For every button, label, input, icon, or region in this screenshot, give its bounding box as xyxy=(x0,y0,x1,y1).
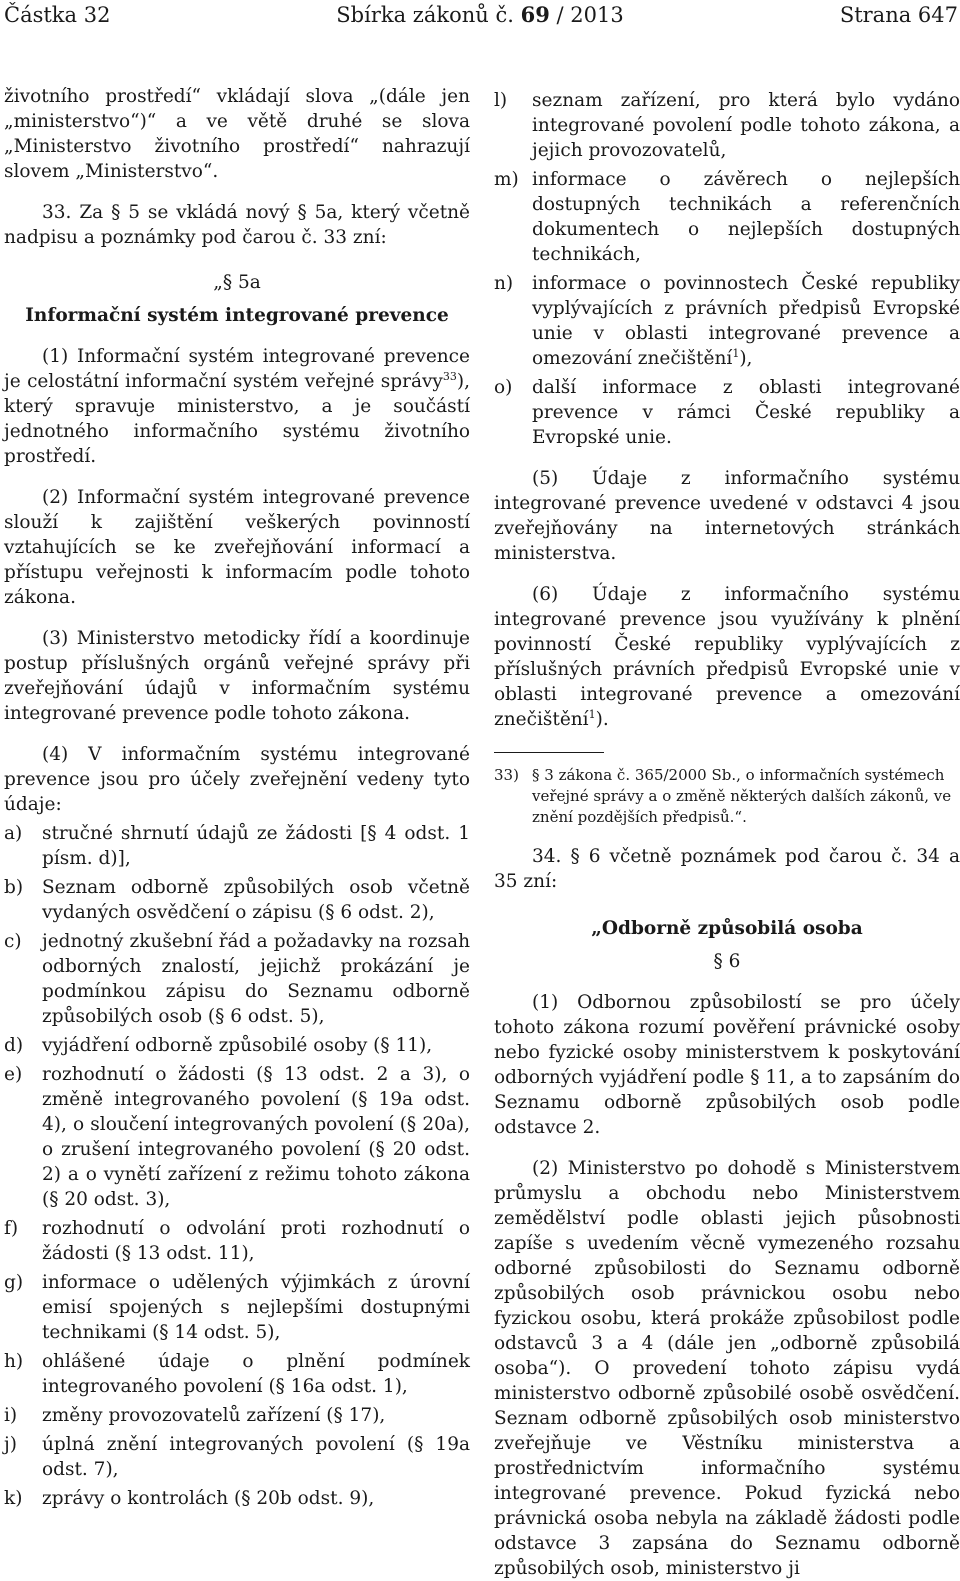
paragraph-5: (5) Údaje z informačního systému integrované prevence uvedené v odstavci 4 jsou zveřejňovány na internetových stránkách ministerstva. xyxy=(494,468,960,564)
list-item xyxy=(494,271,960,371)
list-item-label: h) xyxy=(4,1351,24,1372)
list-item xyxy=(4,1432,470,1482)
header-collection-title xyxy=(0,2,960,28)
list-item xyxy=(494,375,960,450)
header-part-number: Částka 32 xyxy=(4,3,111,27)
list-item-text: stručné shrnutí údajů ze žádosti [§ 4 odst. 1 písm. d)], xyxy=(42,823,470,869)
list-item-label: b) xyxy=(4,877,24,898)
left-column xyxy=(4,84,470,1511)
paragraph-1-text-a: (1) Informační systém integrované prevence je celostátní informační systém veřejné správy xyxy=(4,346,470,392)
footnote-text: § 3 zákona č. 365/2000 Sb., o informačních systémech veřejné správy a o změně některých dalších zákonů, ve znění pozdějších předpisů.“. xyxy=(532,766,952,826)
list-item-text-b: ), xyxy=(739,348,753,369)
header-page-number: Strana 647 xyxy=(839,3,958,27)
list-item xyxy=(4,1403,470,1428)
list-item xyxy=(4,1486,470,1511)
list-item-text: další informace z oblasti integrované prevence v rámci České republiky a Evropské unie. xyxy=(532,377,960,448)
list-item-label: a) xyxy=(4,823,23,844)
list-item-label: o) xyxy=(494,377,513,398)
list-item-label: k) xyxy=(4,1488,23,1509)
list-item xyxy=(494,88,960,163)
list-item-text: Seznam odborně způsobilých osob včetně vydaných osvědčení o zápisu (§ 6 odst. 2), xyxy=(42,877,470,923)
section-number: „§ 5a xyxy=(213,272,261,293)
paragraph-4: (4) V informačním systému integrované prevence jsou pro účely zveřejnění vedeny tyto údaje: xyxy=(4,744,470,815)
header-collection-prefix: Sbírka zákonů č. xyxy=(336,3,514,27)
paragraph-6 xyxy=(494,582,960,732)
list-item-text: rozhodnutí o žádosti (§ 13 odst. 2 a 3), o změně integrovaného povolení (§ 19a odst. 4), o sloučení integrovaných povolení (§ 20a), o zrušení integrovaného povolení (§ 20 odst. 2) a o vynětí zařízení z režimu tohoto zákona (§ 20 odst. 3), xyxy=(42,1064,470,1210)
data-item-list-continued xyxy=(494,88,960,450)
footnote-ref-1: 1 xyxy=(588,707,596,721)
data-item-list xyxy=(4,821,470,1511)
list-item-text: informace o udělených výjimkách z úrovní emisí spojených s nejlepšími dostupnými technikami (§ 14 odst. 5), xyxy=(42,1272,470,1343)
paragraph-2: (2) Informační systém integrované prevence slouží k zajištění veškerých povinností vztahujících se ke zveřejňování informací a přístupu veřejnosti k informacím podle tohoto zákona. xyxy=(4,487,470,608)
page-header xyxy=(0,0,960,34)
footnote-ref: 1 xyxy=(732,346,740,360)
paragraph-1 xyxy=(4,344,470,469)
list-item xyxy=(4,1062,470,1212)
section-6-paragraph-1: (1) Odbornou způsobilostí se pro účely tohoto zákona rozumí pověření právnické osoby nebo fyzické osoby ministerstvem k poskytování odborných vyjádření podle § 11, a to zapsáním do Seznamu odborně způsobilých osob podle odstavce 2. xyxy=(494,992,960,1138)
list-item xyxy=(4,875,470,925)
list-item-label: g) xyxy=(4,1272,24,1293)
amendment-33: 33. Za § 5 se vkládá nový § 5a, který včetně nadpisu a poznámky pod čarou č. 33 zní: xyxy=(4,202,470,248)
list-item xyxy=(4,1216,470,1266)
list-item-text: zprávy o kontrolách (§ 20b odst. 9), xyxy=(42,1488,375,1509)
list-item-label: e) xyxy=(4,1064,23,1085)
paragraph-3: (3) Ministerstvo metodicky řídí a koordinuje postup příslušných orgánů veřejné správy při zveřejňování údajů v informačním systému integrované prevence podle tohoto zákona. xyxy=(4,628,470,724)
paragraph-1-text-b: ), který spravuje ministerstvo, a je součástí jednotného informačního systému životního prostředí. xyxy=(4,371,470,467)
list-item-text xyxy=(532,271,960,371)
list-item-label: n) xyxy=(494,273,514,294)
section-title-6: „Odborně způsobilá osoba xyxy=(591,918,863,939)
list-item-text: rozhodnutí o odvolání proti rozhodnutí o žádosti (§ 13 odst. 11), xyxy=(42,1218,470,1264)
list-item-text: ohlášené údaje o plnění podmínek integrovaného povolení (§ 16a odst. 1), xyxy=(42,1351,470,1397)
list-item-label: d) xyxy=(4,1035,24,1056)
list-item xyxy=(4,821,470,871)
list-item-label: l) xyxy=(494,90,508,111)
right-column xyxy=(494,84,960,1581)
list-item xyxy=(4,1270,470,1345)
footnote-33 xyxy=(494,765,960,828)
list-item-text: jednotný zkušební řád a požadavky na rozsah odborných znalostí, jejichž prokázání je podmínkou zápisu do Seznamu odborně způsobilých osob (§ 6 odst. 5), xyxy=(42,931,470,1027)
header-year: / 2013 xyxy=(556,3,624,27)
list-item-label: j) xyxy=(4,1434,17,1455)
footnote-divider xyxy=(494,752,604,753)
list-item-text: informace o závěrech o nejlepších dostupných technikách a referenčních dokumentech o nejlepších dostupných technikách, xyxy=(532,169,960,265)
section-6-paragraph-2: (2) Ministerstvo po dohodě s Ministerstvem průmyslu a obchodu nebo Ministerstvem zemědělství podle oblasti jejich působnosti zapíše s uvedením věcně vymezeného rozsahu odborné způsobilosti do Seznamu odborně způsobilých osob právnickou osobu nebo fyzickou osobu, která prokáže způsobilost podle odstavců 3 a 4 (dále jen „odborně způsobilá osoba“). O provedení tohoto zápisu vydá ministerstvo odborně způsobilé osobě osvědčení. Seznam odborně způsobilých osob ministerstvo zveřejňuje ve Věstníku ministerstva a prostřednictvím informačního systému integrované prevence. Pokud fyzická nebo právnická osoba nebyla na základě žádosti podle odstavce 3 zapsána do Seznamu odborně způsobilých osob, ministerstvo ji xyxy=(494,1158,960,1579)
footnote-label: 33) xyxy=(494,766,519,784)
header-law-number: 69 xyxy=(520,2,550,27)
list-item-text-a: informace o povinnostech České republiky vyplývajících z právních předpisů Evropské unie v oblasti integrované prevence a omezování znečištění xyxy=(532,273,960,369)
paragraph-6-text-a: (6) Údaje z informačního systému integrované prevence jsou využívány k plnění povinností České republiky vyplývajících z příslušných právních předpisů Evropské unie v oblasti integrované prevence a omezování znečištění xyxy=(494,584,960,730)
section-number-6: § 6 xyxy=(713,951,741,972)
intro-paragraph: životního prostředí“ vkládají slova „(dále jen „ministerstvo“)“ a ve větě druhé se slova „Ministerstvo životního prostředí“ nahrazují slovem „Ministerstvo“. xyxy=(4,86,470,182)
list-item-text: seznam zařízení, pro která bylo vydáno integrované povolení podle tohoto zákona, a jejich provozovatelů, xyxy=(532,90,960,161)
section-title: Informační systém integrované prevence xyxy=(25,305,449,326)
list-item-text: vyjádření odborně způsobilé osoby (§ 11), xyxy=(42,1035,433,1056)
list-item xyxy=(494,167,960,267)
paragraph-6-text-b: ). xyxy=(595,709,609,730)
list-item xyxy=(4,929,470,1029)
list-item-label: f) xyxy=(4,1218,19,1239)
list-item-text: změny provozovatelů zařízení (§ 17), xyxy=(42,1405,386,1426)
list-item-label: m) xyxy=(494,169,519,190)
list-item-label: i) xyxy=(4,1405,18,1426)
amendment-34: 34. § 6 včetně poznámek pod čarou č. 34 a 35 zní: xyxy=(494,846,960,892)
footnote-ref-33: 33 xyxy=(442,369,457,383)
list-item-label: c) xyxy=(4,931,22,952)
list-item-text: úplná znění integrovaných povolení (§ 19a odst. 7), xyxy=(42,1434,470,1480)
list-item xyxy=(4,1349,470,1399)
list-item xyxy=(4,1033,470,1058)
